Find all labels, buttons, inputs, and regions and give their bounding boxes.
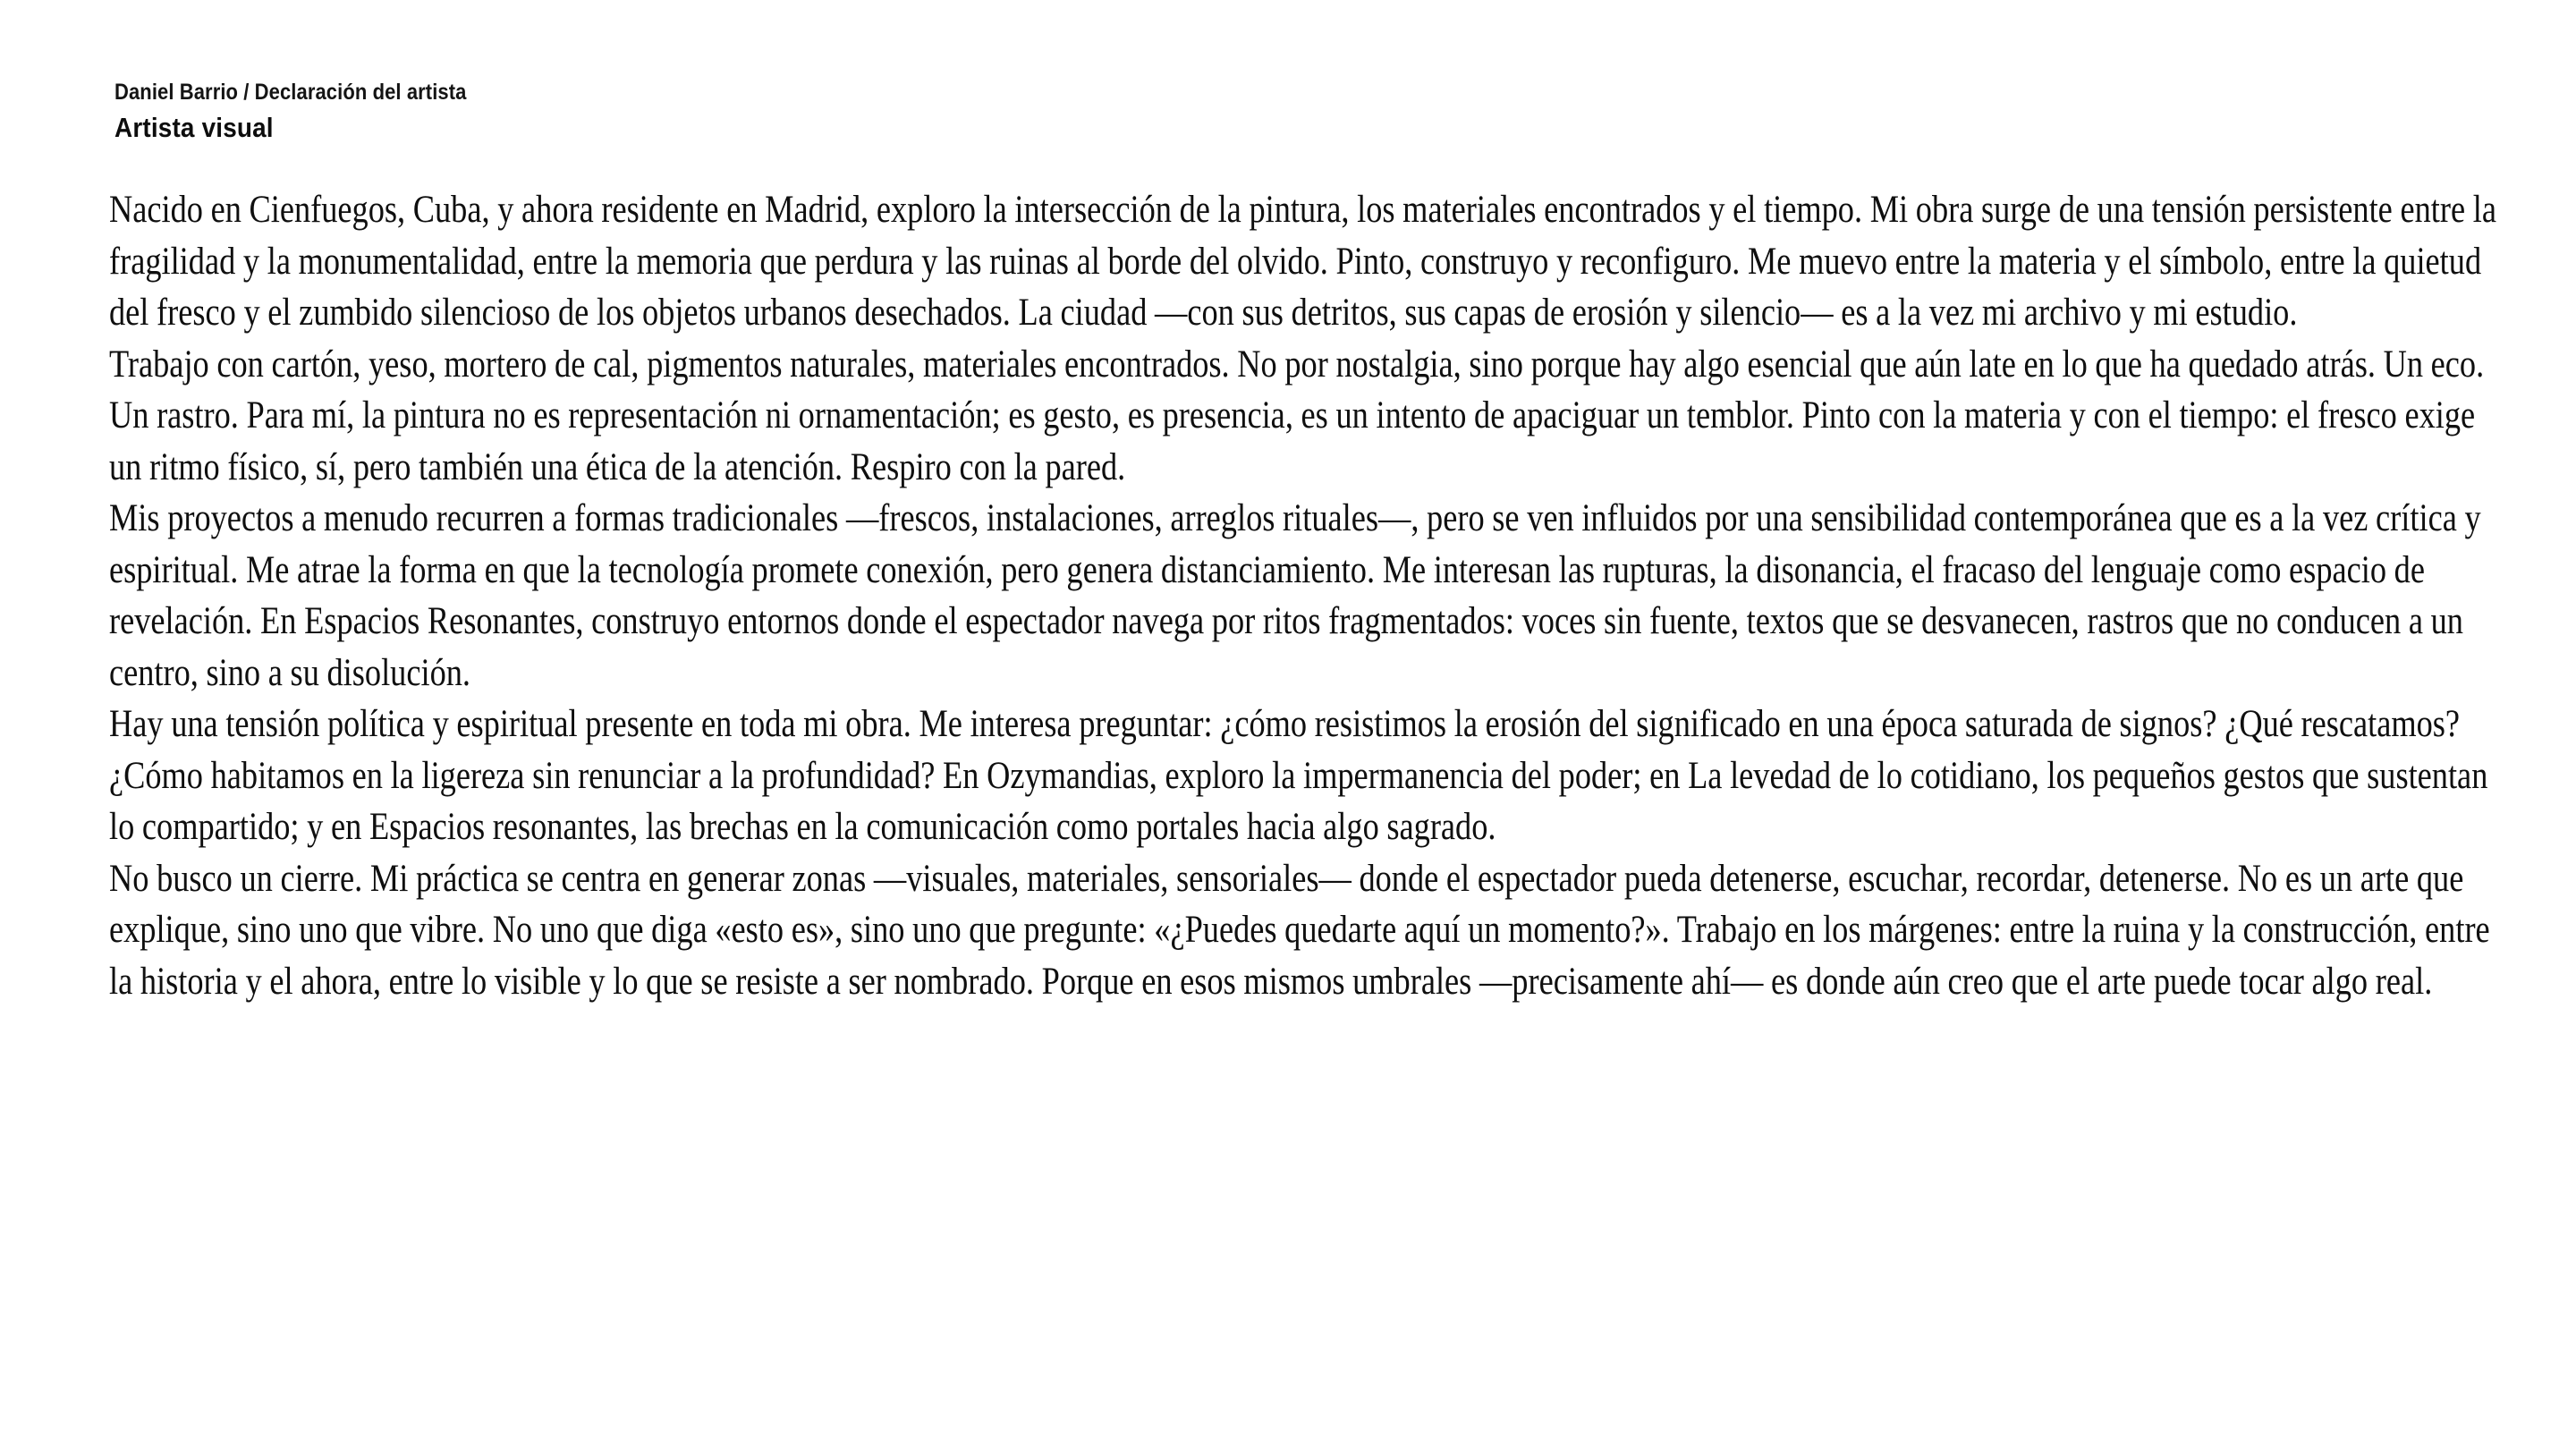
eyebrow-byline: Daniel Barrio / Declaración del artista [114,80,467,105]
page-title: Artista visual [114,112,274,143]
statement-paragraph: Trabajo con cartón, yeso, mortero de cal, pigmentos naturales, materiales encontrados. No por nostalgia, sino porque hay algo esencial que aún late en lo que ha quedado atrás. Un eco. Un rastro. Para mí, la pintura no es representación ni ornamentación; es gesto, es presencia, es un intento de apaciguar un temblor. Pinto con la materia y con el tiempo: el fresco exige un ritmo físico, sí, pero también una ética de la atención. Respiro con la pared. [109,343,2485,488]
statement-paragraph: Nacido en Cienfuegos, Cuba, y ahora residente en Madrid, exploro la intersección de la pintura, los materiales encontrados y el tiempo. Mi obra surge de una tensión persistente entre la fragilidad y la monumentalidad, entre la memoria que perdura y las ruinas al borde del olvido. Pinto, construyo y reconfiguro. Me muevo entre la materia y el símbolo, entre la quietud del fresco y el zumbido silencioso de los objetos urbanos desechados. La ciudad —con sus detritos, sus capas de erosión y silencio— es a la vez mi archivo y mi estudio. [109,189,2496,334]
statement-body [109,184,2508,1007]
statement-paragraph: Hay una tensión política y espiritual presente en toda mi obra. Me interesa preguntar: ¿cómo resistimos la erosión del significado en una época saturada de signos? ¿Qué rescatamos? ¿Cómo habitamos en la ligereza sin renunciar a la profundidad? En Ozymandias, exploro la impermanencia del poder; en La levedad de lo cotidiano, los pequeños gestos que sustentan lo compartido; y en Espacios resonantes, las brechas en la comunicación como portales hacia algo sagrado. [109,703,2488,848]
statement-paragraph: No busco un cierre. Mi práctica se centra en generar zonas —visuales, materiales, sensoriales— donde el espectador pueda detenerse, escuchar, recordar, detenerse. No es un arte que explique, sino uno que vibre. No uno que diga «esto es», sino uno que pregunte: «¿Puedes quedarte aquí un momento?». Trabajo en los márgenes: entre la ruina y la construcción, entre la historia y el ahora, entre lo visible y lo que se resiste a ser nombrado. Porque en esos mismos umbrales —precisamente ahí— es donde aún creo que el arte puede tocar algo real. [109,857,2490,1003]
masthead [114,77,2476,164]
statement-paragraph: Mis proyectos a menudo recurren a formas tradicionales —frescos, instalaciones, arreglos rituales—, pero se ven influidos por una sensibilidad contemporánea que es a la vez crítica y espiritual. Me atrae la forma en que la tecnología promete conexión, pero genera distanciamiento. Me interesan las rupturas, la disonancia, el fracaso del lenguaje como espacio de revelación. En Espacios Resonantes, construyo entornos donde el espectador navega por ritos fragmentados: voces sin fuente, textos que se desvanecen, rastros que no conducen a un centro, sino a su disolución. [109,497,2481,694]
